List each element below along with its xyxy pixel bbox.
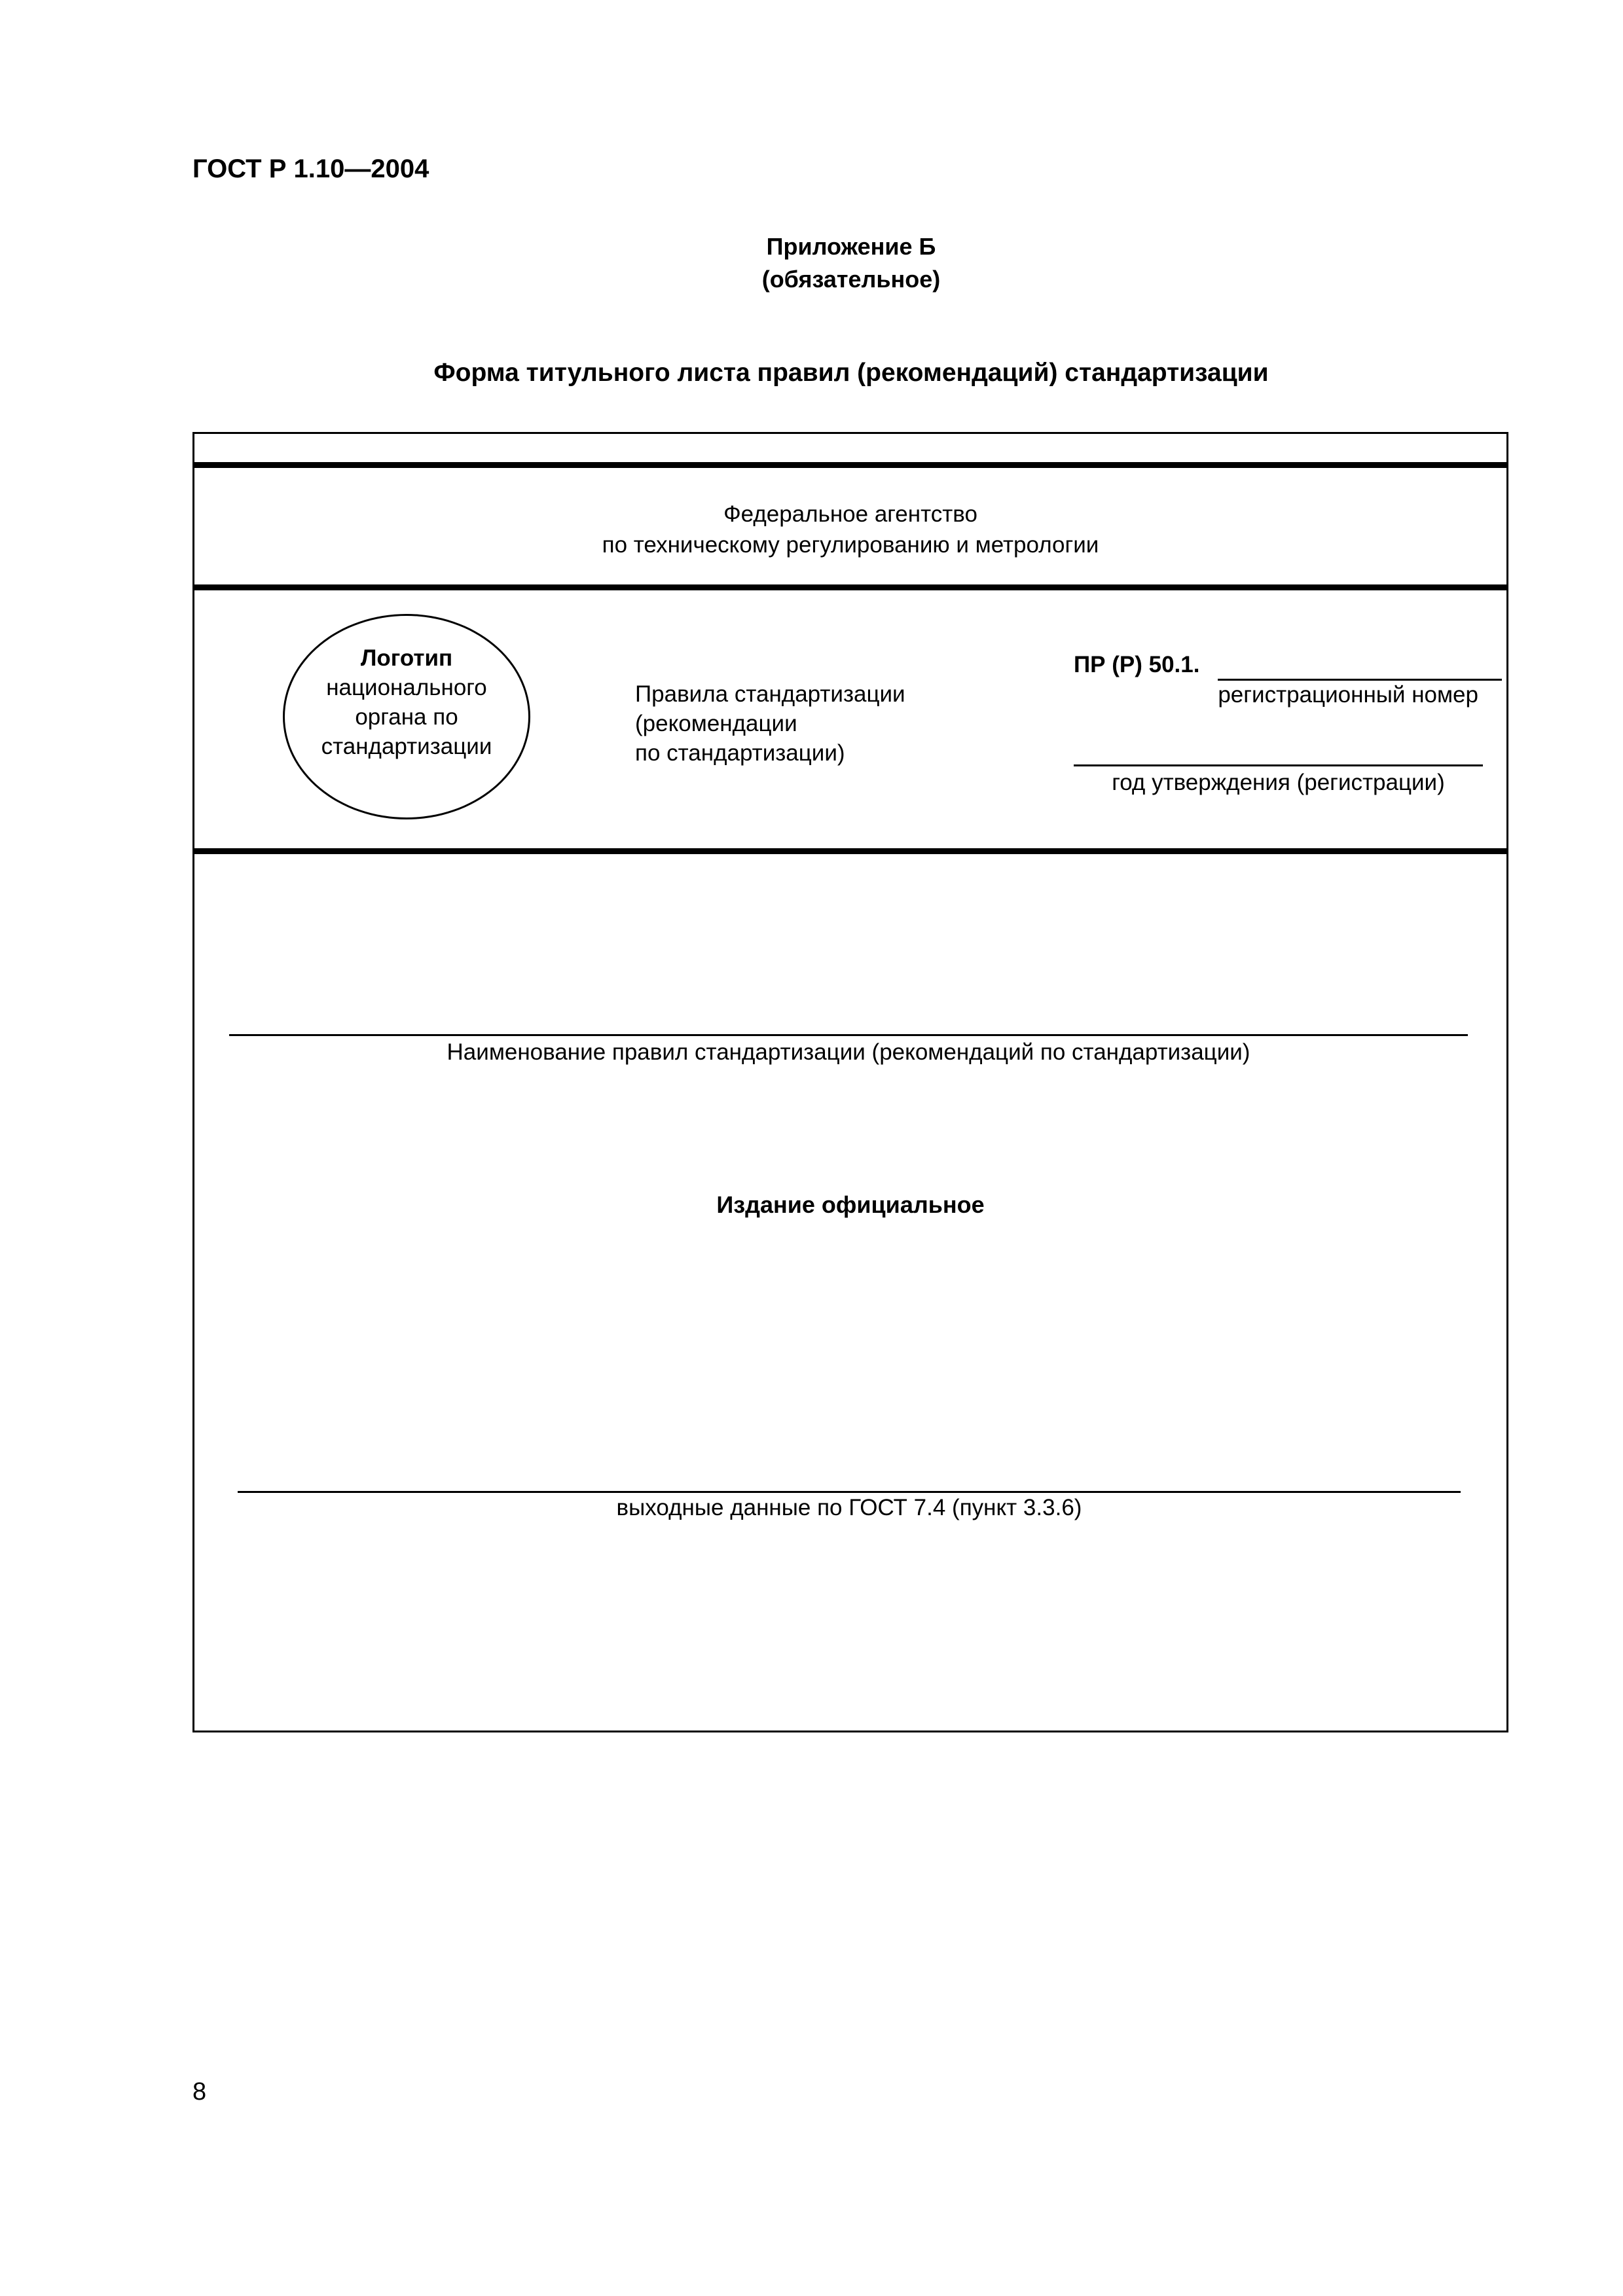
page-number: 8	[192, 2078, 207, 2106]
registration-prefix: ПР (Р) 50.1.	[1074, 652, 1200, 677]
divider-top	[192, 462, 1508, 468]
logo-line-3: органа по	[355, 704, 458, 730]
rules-name-line	[229, 1034, 1468, 1036]
edition-label: Издание официальное	[716, 1191, 985, 1218]
divider-lower	[192, 848, 1508, 854]
imprint-label: выходные данные по ГОСТ 7.4 (пункт 3.3.6)	[616, 1495, 1082, 1520]
document-id: ГОСТ Р 1.10—2004	[192, 154, 429, 183]
agency-line-1: Федеральное агентство	[723, 501, 977, 527]
rules-type-line-1: Правила стандартизации	[635, 681, 905, 707]
registration-number-line	[1218, 679, 1502, 681]
approval-year-label: год утверждения (регистрации)	[1112, 770, 1445, 795]
divider-middle	[192, 584, 1508, 590]
approval-year-line	[1074, 764, 1483, 766]
agency-line-2: по техническому регулированию и метрологии	[602, 532, 1099, 558]
rules-type-line-2: (рекомендации	[635, 711, 797, 736]
logo-placeholder-text	[283, 643, 530, 761]
logo-line-2: национального	[326, 675, 487, 700]
agency-name	[192, 499, 1508, 560]
imprint-line	[238, 1491, 1461, 1493]
appendix-status: (обязательное)	[761, 266, 941, 293]
logo-line-1: Логотип	[360, 645, 453, 671]
rules-type	[635, 679, 905, 768]
rules-name-label: Наименование правил стандартизации (рекомендаций по стандартизации)	[447, 1039, 1250, 1065]
appendix-title: Приложение Б	[766, 233, 936, 260]
registration-number-label: регистрационный номер	[1218, 682, 1478, 708]
logo-line-4: стандартизации	[321, 734, 492, 759]
rules-type-line-3: по стандартизации)	[635, 740, 845, 766]
form-title: Форма титульного листа правил (рекомендаций) стандартизации	[433, 359, 1269, 387]
